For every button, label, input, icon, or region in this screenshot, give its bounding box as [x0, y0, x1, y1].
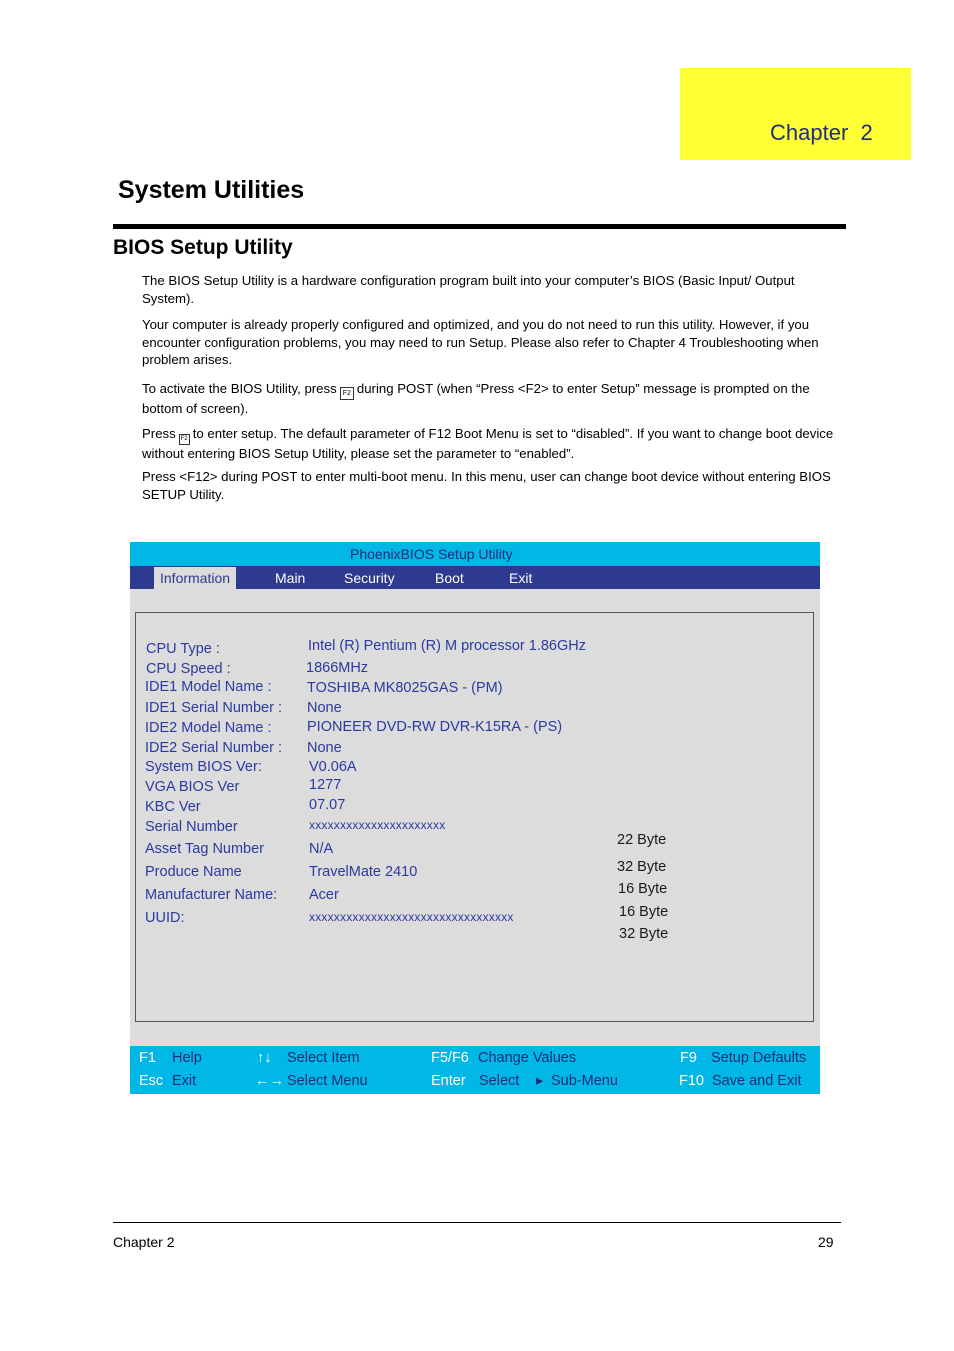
bios-key-legend	[130, 1046, 820, 1094]
key-up-down: ↑↓	[257, 1050, 272, 1066]
field-value-kbc-ver: 07.07	[309, 797, 346, 813]
key-f5-f6: F5/F6	[431, 1050, 469, 1066]
field-value-produce-name: TravelMate 2410	[309, 864, 418, 880]
key-f5-f6-desc: Change Values	[478, 1050, 577, 1066]
field-value-ide2-serial: None	[307, 740, 342, 756]
key-f10-desc: Save and Exit	[712, 1073, 802, 1089]
paragraph-boot-menu-start: Press	[142, 426, 176, 441]
paragraph-configured: Your computer is already properly configured and optimized, and you do not need to run this utility. However, if you encounter configuration problems, you may need to run Setup. Please also refer to Chapter 4 Troubleshooting when problem arises.	[142, 317, 819, 367]
title-divider	[113, 224, 846, 229]
key-esc-desc: Exit	[172, 1073, 197, 1089]
key-left-right: ←→	[255, 1073, 284, 1089]
size-manufacturer: 16 Byte	[619, 904, 669, 920]
field-value-vga-bios: 1277	[309, 777, 342, 793]
field-value-serial-number: xxxxxxxxxxxxxxxxxxxxxx	[309, 818, 446, 832]
field-value-ide2-model: PIONEER DVD-RW DVR-K15RA - (PS)	[307, 719, 563, 735]
field-value-asset-tag: N/A	[309, 841, 334, 857]
page-number: 29	[818, 1234, 834, 1250]
key-f9-desc: Setup Defaults	[711, 1050, 807, 1066]
key-enter-desc: Select	[479, 1073, 520, 1089]
bios-screenshot	[130, 542, 820, 1094]
tab-information[interactable]: Information	[154, 567, 236, 589]
field-label-cpu-speed: CPU Speed :	[146, 661, 231, 677]
key-f1: F1	[139, 1050, 156, 1066]
field-value-ide1-serial: None	[307, 700, 342, 716]
key-f10: F10	[679, 1073, 704, 1089]
field-label-serial-number: Serial Number	[145, 819, 238, 835]
paragraph-boot-menu-end: to enter setup. The default parameter of F12 Boot Menu is set to “disabled”. If you want to change boot device without entering BIOS Setup Utility, please set the parameter to “enabled”.	[142, 426, 834, 461]
page-title: System Utilities	[118, 176, 305, 204]
size-uuid: 32 Byte	[619, 926, 669, 942]
footer-chapter: Chapter 2	[113, 1234, 175, 1250]
field-value-system-bios: V0.06A	[309, 759, 357, 775]
field-label-vga-bios: VGA BIOS Ver	[145, 779, 240, 795]
field-label-cpu-type: CPU Type :	[146, 641, 220, 657]
key-f9: F9	[680, 1050, 697, 1066]
bios-menubar	[130, 566, 820, 589]
key-up-down-desc: Select Item	[287, 1050, 360, 1066]
size-asset-tag: 32 Byte	[617, 859, 667, 875]
bios-title: PhoenixBIOS Setup Utility	[350, 546, 513, 562]
key-f1-desc: Help	[172, 1050, 202, 1066]
tab-boot[interactable]: Boot	[435, 570, 464, 586]
key-enter: Enter	[431, 1073, 466, 1089]
field-label-system-bios: System BIOS Ver:	[145, 759, 262, 775]
paragraph-activate-end: during POST (when “Press <F2> to enter Setup” message is prompted on the bottom of screen).	[142, 381, 810, 416]
field-value-manufacturer: Acer	[309, 887, 339, 903]
field-value-cpu-type: Intel (R) Pentium (R) M processor 1.86GHz	[308, 638, 586, 654]
field-label-ide1-model: IDE1 Model Name :	[145, 679, 272, 695]
paragraph-boot-menu	[142, 425, 842, 463]
key-esc: Esc	[139, 1073, 164, 1089]
tab-main[interactable]: Main	[275, 570, 306, 586]
field-label-uuid: UUID:	[145, 910, 185, 926]
field-label-ide2-serial: IDE2 Serial Number :	[145, 740, 282, 756]
paragraph-activate-start: To activate the BIOS Utility, press	[142, 381, 337, 396]
field-value-cpu-speed: 1866MHz	[306, 660, 369, 676]
chapter-label: Chapter 2	[770, 120, 873, 145]
section-heading: BIOS Setup Utility	[113, 236, 293, 259]
paragraph-intro: The BIOS Setup Utility is a hardware configuration program built into your computer’s BIOS (Basic Input/ Output System).	[142, 273, 795, 306]
submenu-desc: Sub-Menu	[551, 1073, 618, 1089]
f2-key-icon-small: F2	[179, 434, 190, 445]
footer-divider	[113, 1222, 841, 1223]
paragraph-activate	[142, 380, 842, 419]
chapter-banner	[680, 68, 911, 160]
size-produce-name: 16 Byte	[618, 881, 668, 897]
field-label-asset-tag: Asset Tag Number	[145, 841, 265, 857]
field-label-kbc-ver: KBC Ver	[145, 799, 201, 815]
field-value-uuid: xxxxxxxxxxxxxxxxxxxxxxxxxxxxxxxxx	[309, 910, 514, 924]
field-label-manufacturer: Manufacturer Name:	[145, 887, 278, 903]
tab-exit[interactable]: Exit	[509, 570, 533, 586]
tab-security[interactable]: Security	[344, 570, 395, 586]
field-label-ide1-serial: IDE1 Serial Number :	[145, 700, 282, 716]
size-serial-number: 22 Byte	[617, 832, 667, 848]
bios-titlebar	[130, 542, 820, 566]
submenu-arrow-icon: ▸	[536, 1073, 544, 1089]
key-left-right-desc: Select Menu	[287, 1073, 368, 1089]
field-value-ide1-model: TOSHIBA MK8025GAS - (PM)	[307, 680, 503, 696]
bios-info-panel	[135, 612, 814, 1022]
field-label-ide2-model: IDE2 Model Name :	[145, 720, 272, 736]
field-label-produce-name: Produce Name	[145, 864, 242, 880]
f2-key-icon: F2	[340, 387, 354, 400]
paragraph-multiboot: Press <F12> during POST to enter multi-boot menu. In this menu, user can change boot device without entering BIOS SETUP Utility.	[142, 469, 831, 502]
